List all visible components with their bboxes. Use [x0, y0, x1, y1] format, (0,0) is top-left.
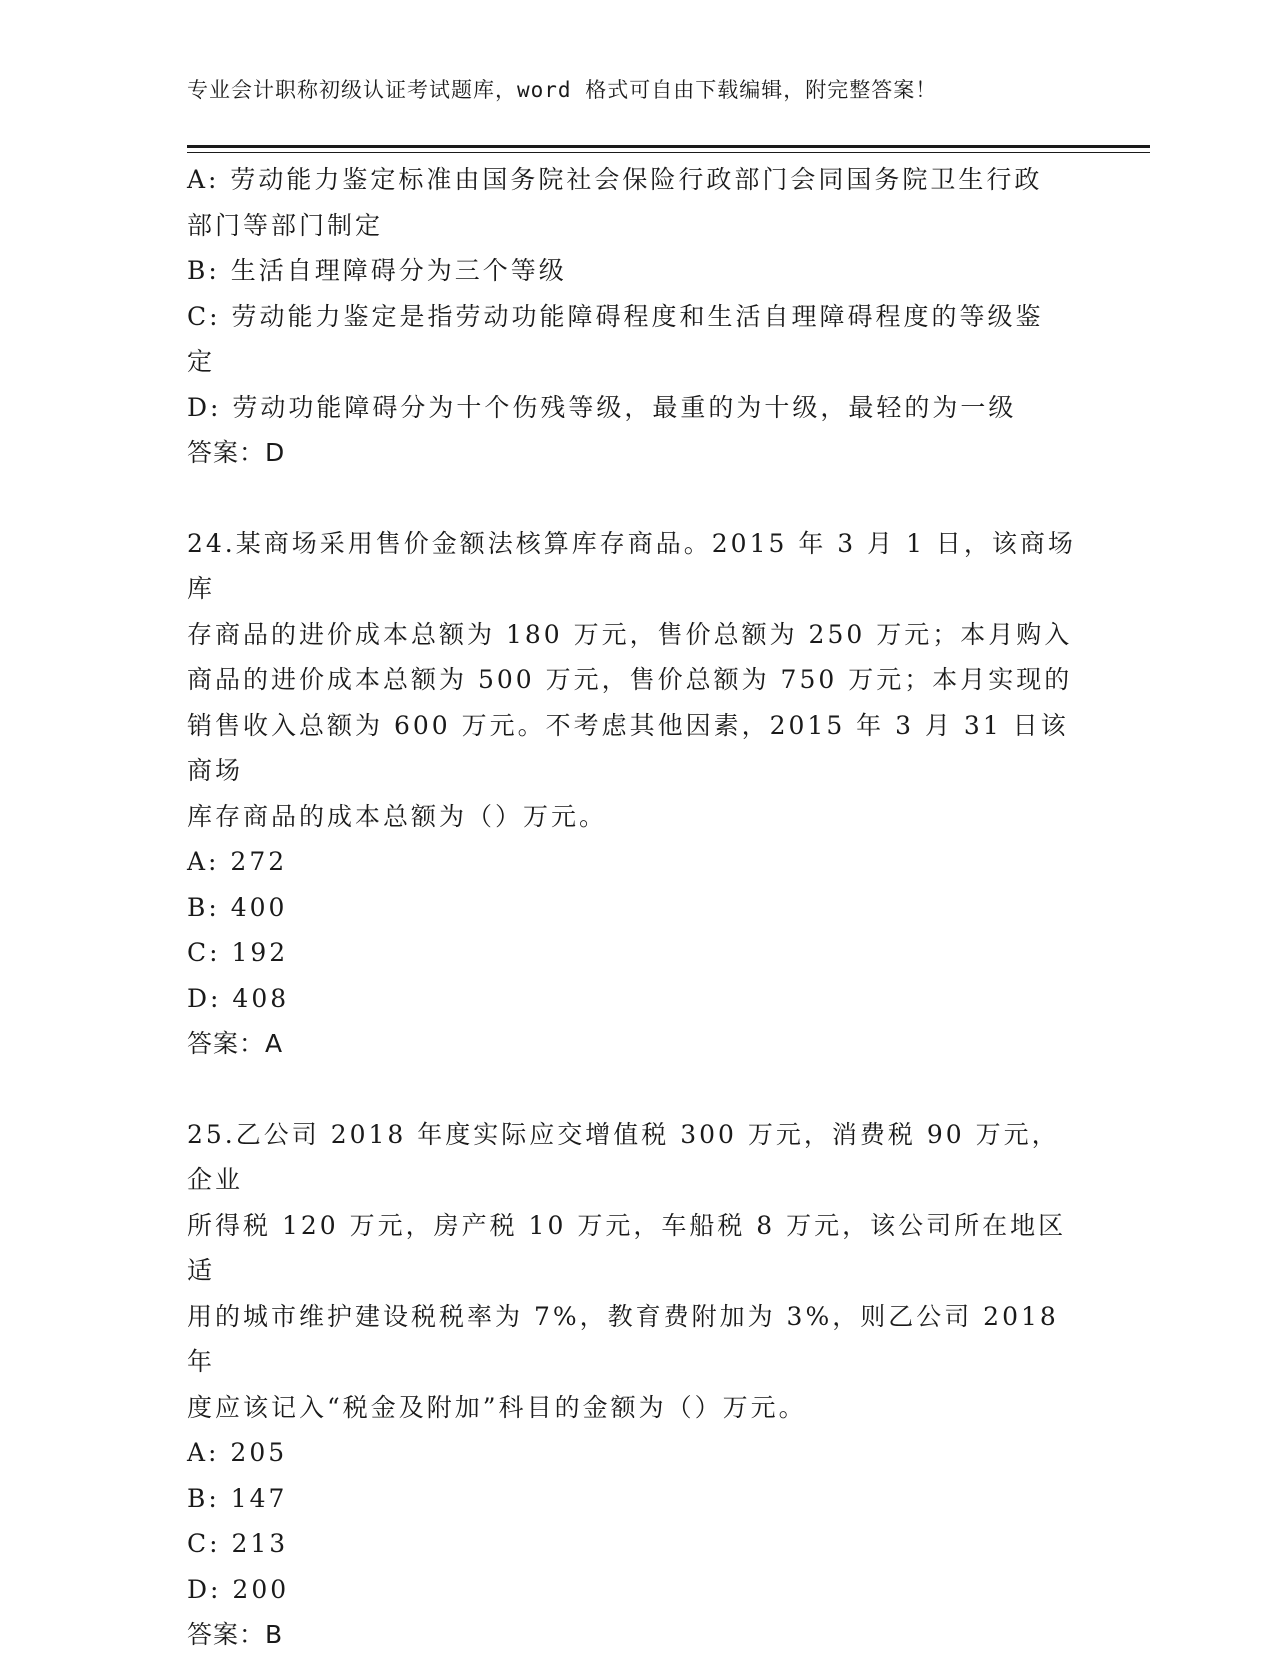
question-stem-line: 25.乙公司 2018 年度实际应交增值税 300 万元，消费税 90 万元，企业 [187, 1119, 1060, 1194]
question-stem-line: 用的城市维护建设税税率为 7%，教育费附加为 3%，则乙公司 2018 年 [187, 1301, 1070, 1376]
option-b: B: 400 [187, 892, 288, 922]
answer: 答案：D [187, 438, 286, 467]
page-header: 专业会计职称初级认证考试题库，word 格式可自由下载编辑，附完整答案！ [187, 78, 938, 102]
question-stem-line: 商品的进价成本总额为 500 万元，售价总额为 750 万元；本月实现的 [187, 665, 1073, 694]
option-b: B: 147 [187, 1483, 288, 1513]
question-stem-line: 度应该记入“税金及附加”科目的金额为（）万元。 [187, 1392, 807, 1422]
option-a-line-1: A: 劳动能力鉴定标准由国务院社会保险行政部门会同国务院卫生行政 [187, 165, 1043, 194]
option-c: C: 213 [187, 1529, 289, 1558]
question-stem-line: 销售收入总额为 600 万元。不考虑其他因素，2015 年 3 月 31 日该商场 [187, 710, 1069, 785]
question-25 [187, 1112, 1087, 1658]
document-body [187, 157, 1087, 1658]
header-rule-thin [187, 152, 1150, 153]
question-stem-line: 所得税 120 万元，房产税 10 万元，车船税 8 万元，该公司所在地区适 [187, 1210, 1067, 1285]
option-d: D: 200 [187, 1574, 290, 1604]
question-stem-line: 存商品的进价成本总额为 180 万元，售价总额为 250 万元；本月购入 [187, 619, 1073, 649]
question-23 [187, 157, 1087, 476]
option-c-line-2: 定 [187, 347, 216, 376]
answer: 答案：B [187, 1620, 284, 1649]
option-b: B: 生活自理障碍分为三个等级 [187, 256, 567, 285]
spacer [187, 476, 1087, 521]
option-a: A: 205 [187, 1438, 288, 1467]
question-stem-line: 24.某商场采用售价金额法核算库存商品。2015 年 3 月 1 日，该商场库 [187, 528, 1076, 603]
question-stem-line: 库存商品的成本总额为（）万元。 [187, 801, 608, 831]
header-rule-thick [187, 145, 1150, 148]
option-c: C: 192 [187, 938, 289, 967]
answer: 答案：A [187, 1029, 284, 1058]
option-d: D: 408 [187, 983, 290, 1013]
option-a-line-2: 部门等部门制定 [187, 210, 384, 240]
question-24 [187, 521, 1087, 1067]
option-d: D: 劳动功能障碍分为十个伤残等级，最重的为十级，最轻的为一级 [187, 392, 1017, 422]
option-c-line-1: C: 劳动能力鉴定是指劳动功能障碍程度和生活自理障碍程度的等级鉴 [187, 301, 1044, 331]
option-a: A: 272 [187, 847, 288, 876]
spacer [187, 1067, 1087, 1112]
